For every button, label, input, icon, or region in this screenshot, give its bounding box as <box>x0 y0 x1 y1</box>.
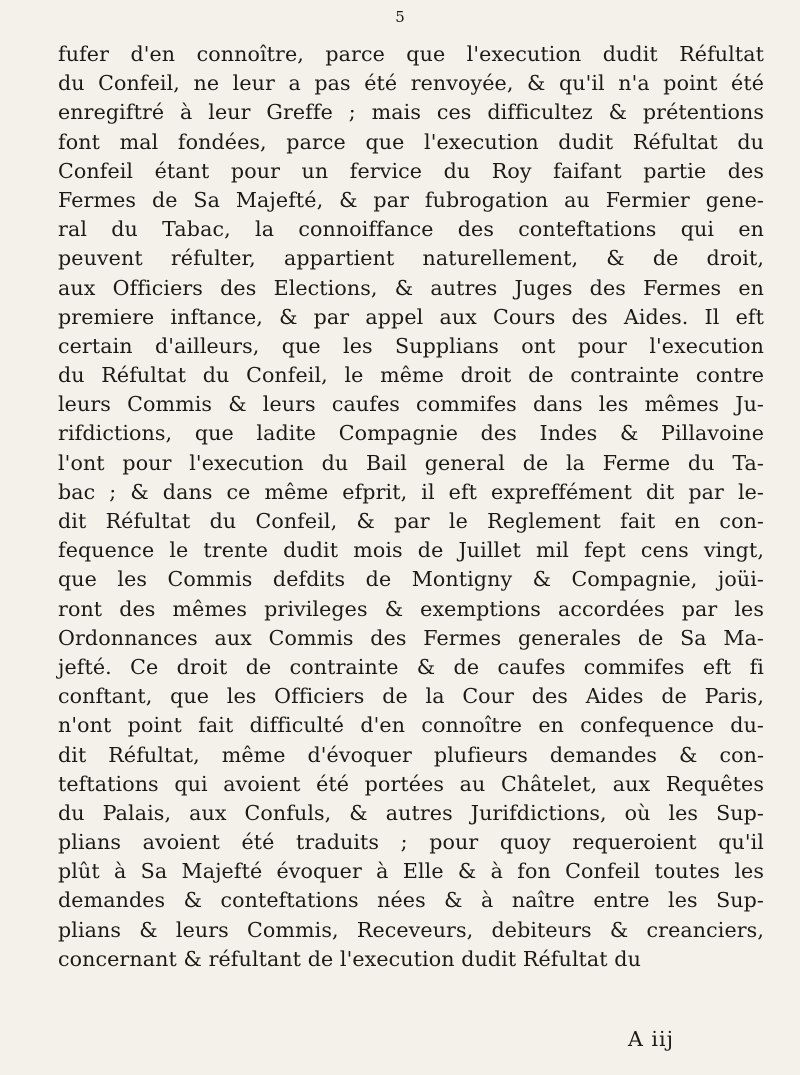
signature-mark: A iij <box>628 1027 674 1051</box>
text-line: Confeil étant pour un fervice du Roy faifant partie des <box>58 158 764 183</box>
text-line: l'ont pour l'execution du Bail general de la Ferme du Ta- <box>58 450 764 475</box>
text-line: plians avoient été traduits ; pour quoy requeroient qu'il <box>58 830 764 855</box>
text-line: fufer d'en connoître, parce que l'execution dudit Réfultat <box>58 42 764 66</box>
text-line: que les Commis defdits de Montigny & Compagnie, joüi- <box>58 567 764 592</box>
text-line: Ordonnances aux Commis des Fermes generales de Sa Ma- <box>58 625 764 650</box>
text-line: n'ont point fait difficulté d'en connoître en confequence du- <box>58 713 764 738</box>
text-line: du Réfultat du Confeil, le même droit de contrainte contre <box>58 363 764 388</box>
text-line: aux Officiers des Elections, & autres Juges des Fermes en <box>58 275 764 300</box>
text-line: dit Réfultat, même d'évoquer plufieurs demandes & con- <box>58 742 764 767</box>
text-line: demandes & conteftations nées & à naître entre les Sup- <box>58 888 764 913</box>
text-line: premiere inftance, & par appel aux Cours des Aides. Il eft <box>58 304 764 329</box>
text-line: fequence le trente dudit mois de Juillet mil fept cens vingt, <box>58 538 764 563</box>
text-line: enregiftré à leur Greffe ; mais ces difficultez & prétentions <box>58 100 764 125</box>
text-line: leurs Commis & leurs caufes commifes dans les mêmes Ju- <box>58 392 764 417</box>
text-line: rifdictions, que ladite Compagnie des Indes & Pillavoine <box>58 421 764 446</box>
text-line: concernant & réfultant de l'execution dudit Réfultat du <box>58 946 641 971</box>
page-number: 5 <box>395 8 405 26</box>
text-line: ral du Tabac, la connoiffance des conteftations qui en <box>58 217 764 242</box>
text-line: du Confeil, ne leur a pas été renvoyée, & qu'il n'a point été <box>58 71 764 96</box>
text-line: ront des mêmes privileges & exemptions accordées par les <box>58 596 764 621</box>
text-line: teftations qui avoient été portées au Châtelet, aux Requêtes <box>58 771 764 796</box>
text-line: Fermes de Sa Majefté, & par fubrogation au Fermier gene- <box>58 187 764 212</box>
text-line: bac ; & dans ce même efprit, il eft expreffément dit par le- <box>58 479 764 504</box>
text-line: certain d'ailleurs, que les Supplians ont pour l'execution <box>58 333 764 358</box>
text-line: peuvent réfulter, appartient naturellement, & de droit, <box>58 246 764 271</box>
text-line: conftant, que les Officiers de la Cour des Aides de Paris, <box>58 684 764 709</box>
text-line: du Palais, aux Confuls, & autres Jurifdictions, où les Sup- <box>58 800 764 825</box>
body-text <box>58 40 764 974</box>
text-line: plût à Sa Majefté évoquer à Elle & à fon Confeil toutes les <box>58 859 764 884</box>
text-line: dit Réfultat du Confeil, & par le Reglement fait en con- <box>58 509 764 533</box>
text-line: jefté. Ce droit de contrainte & de caufes commifes eft fi <box>58 654 764 679</box>
text-line: plians & leurs Commis, Receveurs, debiteurs & creanciers, <box>58 917 764 942</box>
text-line: font mal fondées, parce que l'execution dudit Réfultat du <box>58 129 764 154</box>
